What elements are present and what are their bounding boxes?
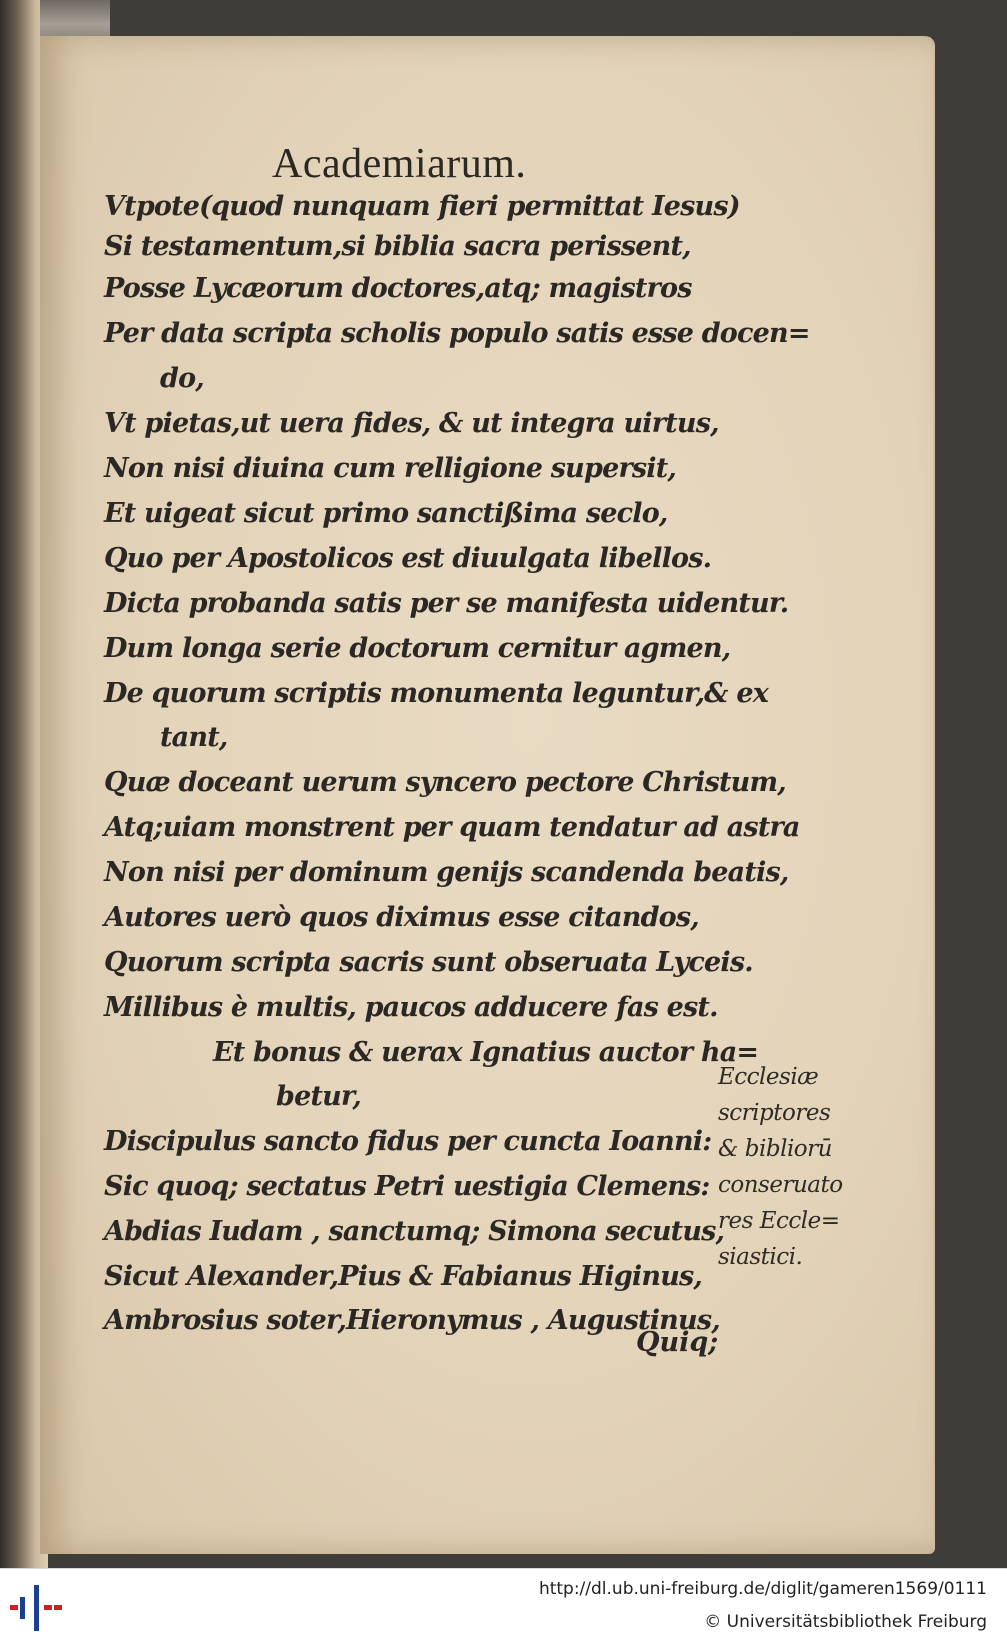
marginal-note-line: & bibliorū [718, 1136, 832, 1162]
binding-tab [40, 0, 110, 40]
verse-line: Ambrosius soter,Hieronymus , Augustinus, [104, 1305, 720, 1336]
verse-line: Sic quoq; sectatus Petri uestigia Clemens: [104, 1171, 710, 1202]
verse-line: Dicta probanda satis per se manifesta uidentur. [104, 588, 789, 619]
viewer-footer [0, 1568, 1007, 1643]
verse-line: Quorum scripta sacris sunt obseruata Lyceis. [104, 947, 753, 978]
running-head: Academiarum. [272, 141, 527, 187]
catchword: Quiq; [636, 1327, 719, 1358]
verse-line: Non nisi diuina cum relligione supersit, [104, 453, 677, 484]
marginal-note-line: res Eccle= [718, 1208, 840, 1234]
ub-freiburg-logo-icon [10, 1581, 64, 1635]
marginal-note [718, 1062, 843, 1278]
verse-line: Non nisi per dominum genijs scandenda beatis, [104, 857, 789, 888]
verse-line: do, [160, 363, 204, 394]
verse-line: Sicut Alexander,Pius & Fabianus Higinus, [104, 1261, 703, 1292]
verse-line: Abdias Iudam , sanctumq; Simona secutus, [104, 1216, 725, 1247]
verse-line: tant, [160, 722, 228, 753]
page-url[interactable]: http://dl.ub.uni-freiburg.de/diglit/gameren1569/0111 [538, 1579, 987, 1599]
verse-line: Per data scripta scholis populo satis esse docen= [104, 318, 810, 349]
marginal-note-line: siastici. [718, 1244, 803, 1270]
verse-line: Vtpote(quod nunquam fieri permittat Iesus) [104, 191, 740, 222]
verse-line: De quorum scriptis monumenta leguntur,& ex [104, 678, 769, 709]
verse-line: Et bonus & uerax Ignatius auctor ha= [213, 1037, 759, 1068]
marginal-note-line: Ecclesiæ [718, 1064, 819, 1090]
verse-line: Millibus è multis, paucos adducere fas est. [104, 992, 718, 1023]
verse-line: Posse Lycæorum doctores,atq; magistros [104, 273, 692, 304]
verse-line: Vt pietas,ut uera fides, & ut integra uirtus, [104, 408, 719, 439]
marginal-note-line: scriptores [718, 1100, 831, 1126]
marginal-note-line: conseruato [718, 1172, 843, 1198]
verse-line: Et uigeat sicut primo sanctißima seclo, [104, 498, 668, 529]
verse-line: Quo per Apostolicos est diuulgata libellos. [104, 543, 712, 574]
verse-line: Atq;uiam monstrent per quam tendatur ad astra [104, 812, 800, 843]
copyright-text: © Universitätsbibliothek Freiburg [704, 1612, 987, 1632]
verse-line: Autores uerò quos diximus esse citandos, [104, 902, 699, 933]
verse-line: Si testamentum,si biblia sacra perissent, [104, 231, 691, 262]
verse-line: Quæ doceant uerum syncero pectore Christum, [104, 767, 786, 798]
verse-line: Discipulus sancto fidus per cuncta Ioanni: [104, 1126, 712, 1157]
verse-line: betur, [276, 1081, 362, 1112]
verse-line: Dum longa serie doctorum cernitur agmen, [104, 633, 731, 664]
